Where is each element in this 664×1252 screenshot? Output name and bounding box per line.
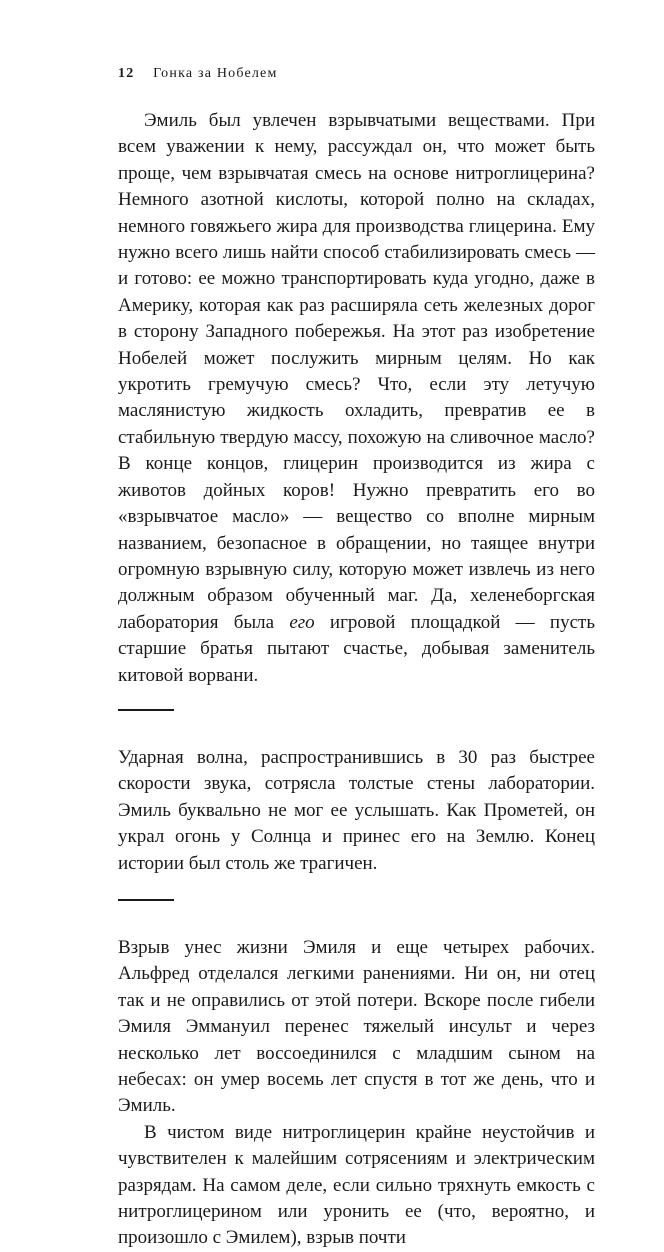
paragraph-shock-wave: Ударная волна, распространившись в 30 раз быстрее скорости звука, сотрясла толстые стены лаборатории. Эмиль буквально не мог ее услышать. Как Прометей, он украл огонь у Солнца и принес его на Землю. Конец истории был столь же трагичен.	[118, 746, 595, 874]
section-divider	[118, 899, 174, 901]
paragraph-emil-explosives	[118, 108, 595, 689]
running-title: Гонка за Нобелем	[153, 66, 278, 81]
section-divider	[118, 709, 174, 711]
paragraph-text: Эмиль был увлечен взрывчатыми веществами. При всем уважении к нему, рассуждал он, что может быть проще, чем взрывчатая смесь на основе нитроглицерина? Немного азотной кислоты, которой полно на складах, немного говяжьего жира для производства глицерина. Ему нужно всего лишь найти способ стабилизировать смесь — и готово: ее можно транспортировать куда угодно, даже в Америку, которая как раз расширяла сеть железных дорог в сторону Западного побережья. На этот раз изобретение Нобелей может послужить мирным целям. Но как укротить гремучую смесь? Что, если эту летучую маслянистую жидкость охладить, превратив ее в стабильную твердую массу, похожую на сливочное масло? В конце концов, глицерин производится из жира с животов дойных коров! Нужно превратить его во «взрывчатое масло» — вещество со вполне мирным названием, безопасное в обращении, но таящее внутри огромную взрывную силу, которую может извлечь из него должным образом обученный маг. Да, хеленеборгская лаборатория была	[118, 110, 595, 633]
book-page	[118, 62, 595, 1252]
italic-emphasis: его	[289, 611, 315, 633]
paragraph-nitroglycerin: В чистом виде нитроглицерин крайне неустойчив и чувствителен к малейшим сотрясениям и электрическим разрядам. На самом деле, если сильно тряхнуть емкость с нитроглицерином или уронить ее (что, вероятно, и произошло с Эмилем), взрыв почти	[118, 1121, 595, 1249]
running-head	[118, 62, 595, 86]
paragraph-aftermath: Взрыв унес жизни Эмиля и еще четырех рабочих. Альфред отделался легкими ранениями. Ни он, ни отец так и не оправились от этой потери. Вскоре после гибели Эмиля Эммануил перенес тяжелый инсульт и через несколько лет воссоединился с младшим сыном на небесах: он умер восемь лет спустя в тот же день, что и Эмиль.	[118, 936, 595, 1117]
page-number: 12	[118, 66, 135, 81]
paragraph-text: игровой площадкой — пусть старшие братья пытают счастье, добывая заменитель китовой ворвани.	[118, 611, 595, 686]
